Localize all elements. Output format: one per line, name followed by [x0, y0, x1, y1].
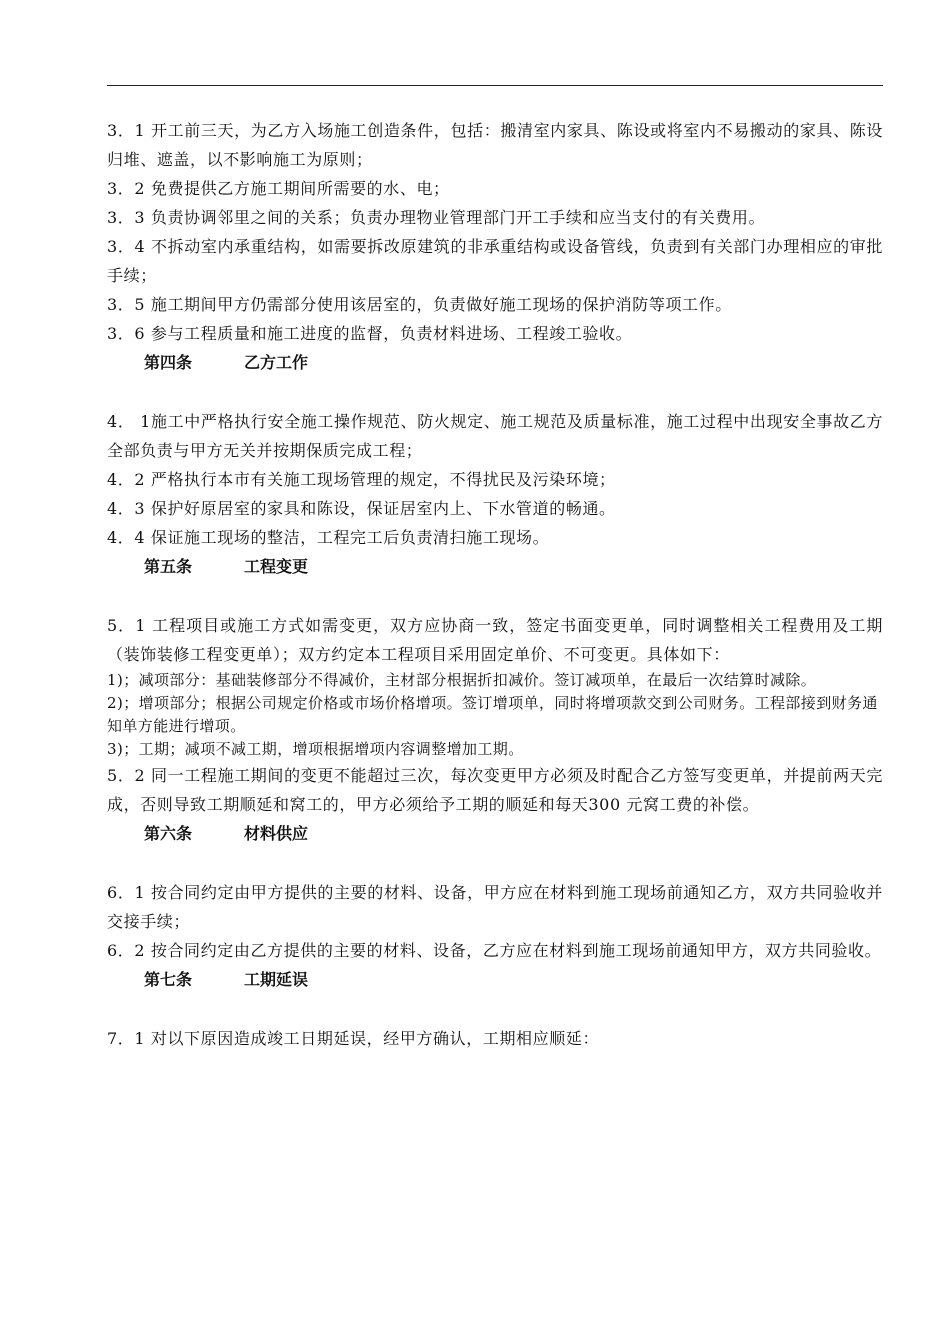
clause-4-4: 4．4 保证施工现场的整洁，工程完工后负责清扫施工现场。 — [107, 528, 550, 547]
article-6-title: 材料供应 — [244, 824, 309, 843]
section-6-items — [107, 878, 883, 965]
clause-3-6: 3．6 参与工程质量和施工进度的监督，负责材料进场、工程竣工验收。 — [107, 324, 633, 343]
clause-6-2: 6．2 按合同约定由乙方提供的主要的材料、设备，乙方应在材料到施工现场前通知甲方，双方共同验收。 — [107, 941, 882, 960]
article-4-title: 乙方工作 — [244, 353, 309, 372]
clause-4-2: 4．2 严格执行本市有关施工现场管理的规定，不得扰民及污染环境； — [107, 470, 616, 489]
clause-3-3: 3．3 负责协调邻里之间的关系；负责办理物业管理部门开工手续和应当支付的有关费用。 — [107, 208, 766, 227]
clause-6-1: 6．1 按合同约定由甲方提供的主要的材料、设备，甲方应在材料到施工现场前通知乙方，双方共同验收并交接手续； — [107, 883, 883, 931]
clause-3-1: 3．1 开工前三天，为乙方入场施工创造条件，包括：搬清室内家具、陈设或将室内不易搬动的家具、陈设归堆、遮盖，以不影响施工为原则； — [107, 121, 883, 169]
sub-item-1: 1)；减项部分：基础装修部分不得减价，主材部分根据折扣减价。签订减项单，在最后一次结算时减除。 — [107, 671, 817, 689]
article-5-number: 第五条 — [144, 557, 193, 576]
article-7-heading — [107, 965, 883, 994]
section-3-items — [107, 116, 883, 348]
article-7-number: 第七条 — [144, 970, 193, 989]
document-page — [107, 116, 883, 1053]
header-rule — [107, 85, 883, 86]
article-5-title: 工程变更 — [244, 557, 309, 576]
clause-7-1: 7．1 对以下原因造成竣工日期延误，经甲方确认，工期相应顺延： — [107, 1029, 600, 1048]
sub-item-3: 3)；工期；减项不减工期，增项根据增项内容调整增加工期。 — [107, 740, 524, 758]
clause-3-2: 3．2 免费提供乙方施工期间所需要的水、电； — [107, 179, 450, 198]
section-7-items — [107, 1024, 883, 1053]
article-5-heading — [107, 552, 883, 581]
article-6-number: 第六条 — [144, 824, 193, 843]
clause-3-4: 3．4 不拆动室内承重结构，如需要拆改原建筑的非承重结构或设备管线，负责到有关部门办理相应的审批手续； — [107, 237, 883, 285]
clause-3-5: 3．5 施工期间甲方仍需部分使用该居室的，负责做好施工现场的保护消防等项工作。 — [107, 295, 732, 314]
article-4-number: 第四条 — [144, 353, 193, 372]
sub-item-2: 2)；增项部分；根据公司规定价格或市场价格增项。签订增项单，同时将增项款交到公司财务。工程部接到财务通知单方能进行增项。 — [107, 694, 878, 735]
clause-5-2: 5．2 同一工程施工期间的变更不能超过三次，每次变更甲方必须及时配合乙方签写变更单，并提前两天完成，否则导致工期顺延和窝工的，甲方必须给予工期的顺延和每天300 元窝工费的补偿。 — [107, 766, 883, 814]
section-4-items — [107, 407, 883, 552]
clause-4-3: 4．3 保护好原居室的家具和陈设，保证居室内上、下水管道的畅通。 — [107, 499, 616, 518]
section-5-items — [107, 611, 883, 819]
article-4-heading — [107, 348, 883, 377]
clause-5-1: 5．1 工程项目或施工方式如需变更，双方应协商一致，签定书面变更单，同时调整相关工程费用及工期（装饰装修工程变更单）；双方约定本工程项目采用固定单价、不可变更。具体如下： — [107, 616, 883, 664]
article-6-heading — [107, 819, 883, 848]
clause-4-1: 4． 1施工中严格执行安全施工操作规范、防火规定、施工规范及质量标准，施工过程中出现安全事故乙方全部负责与甲方无关并按期保质完成工程； — [107, 412, 883, 460]
article-7-title: 工期延误 — [244, 970, 309, 989]
